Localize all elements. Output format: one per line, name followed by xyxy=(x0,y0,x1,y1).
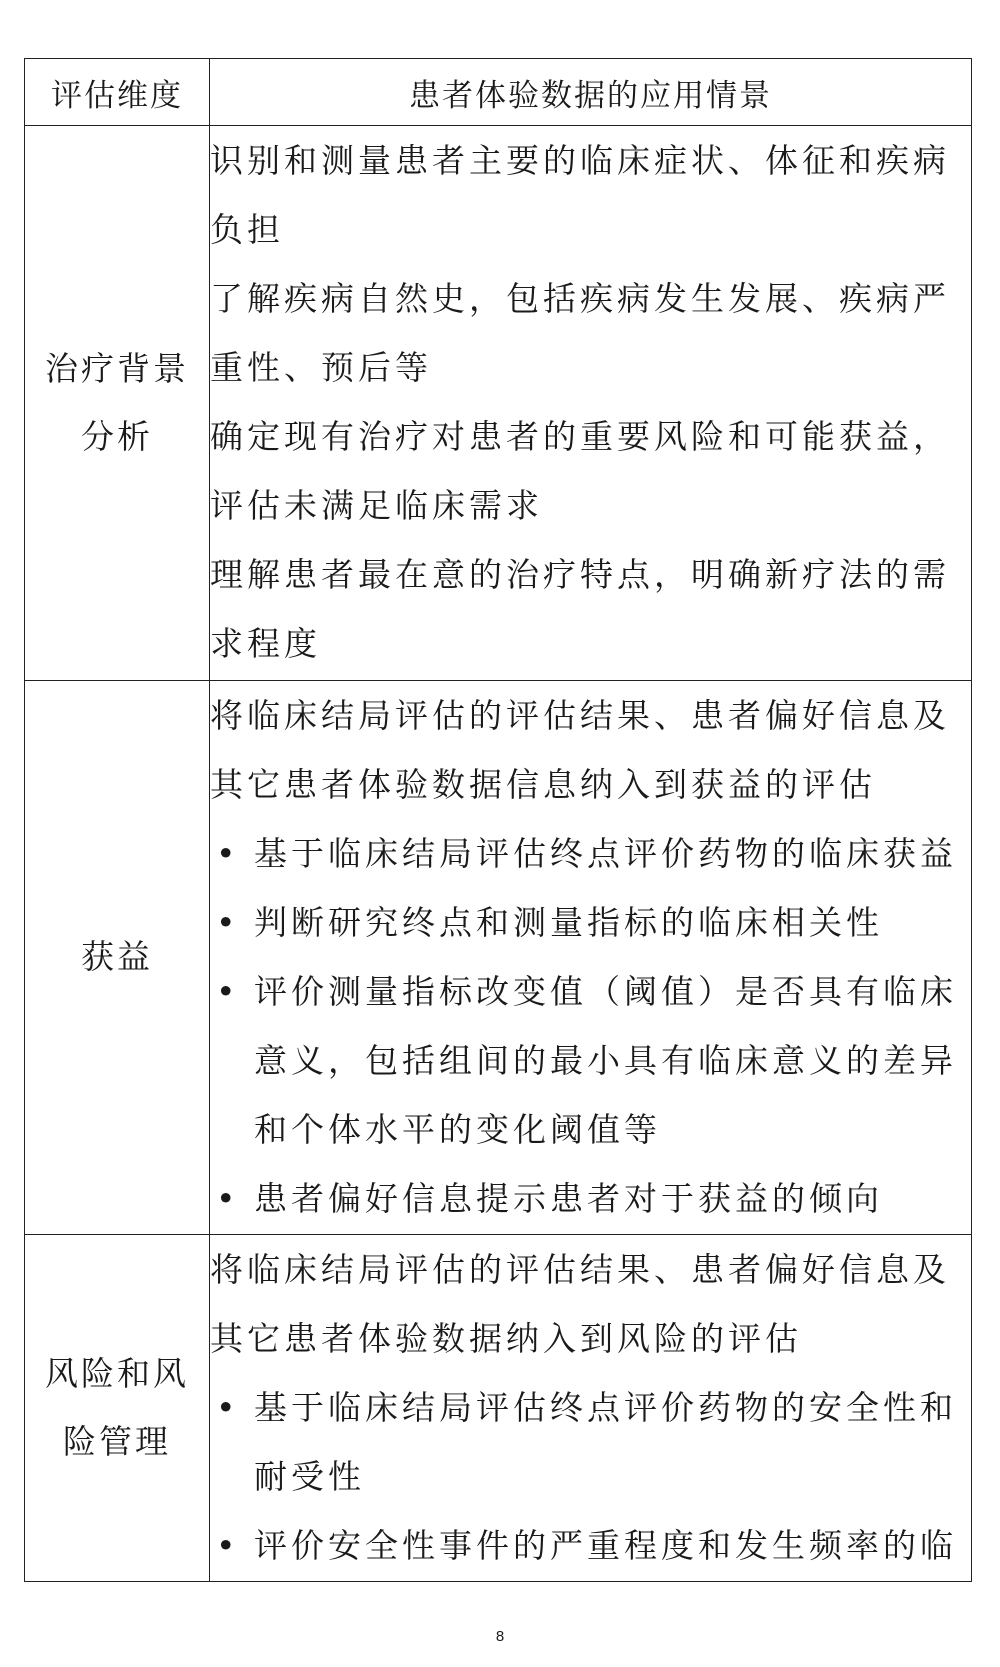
table-row-treatment-background xyxy=(25,126,972,681)
dimension-line: 治疗背景 xyxy=(45,348,189,388)
bullet-item xyxy=(210,1373,971,1511)
bullet-icon: • xyxy=(216,902,240,942)
bullet-icon: • xyxy=(216,971,240,1011)
bullet-text: 评价测量指标改变值（阈值）是否具有临床意义，包括组间的最小具有临床意义的差异和个体水平的变化阈值等 xyxy=(254,971,957,1149)
bullet-item xyxy=(210,888,971,957)
dimension-cell xyxy=(25,680,210,1235)
dimension-line: 获益 xyxy=(81,937,153,977)
bullet-icon: • xyxy=(216,1526,240,1566)
scenario-paragraph: 识别和测量患者主要的临床症状、体征和疾病负担 xyxy=(210,141,950,249)
bullet-list xyxy=(210,819,971,1233)
dimension-line: 风险和风 xyxy=(45,1354,189,1394)
dimension-cell xyxy=(25,1235,210,1582)
bullet-text: 患者偏好信息提示患者对于获益的倾向 xyxy=(254,1178,883,1218)
bullet-item xyxy=(210,1511,971,1580)
scenario-paragraph: 确定现有治疗对患者的重要风险和可能获益，评估未满足临床需求 xyxy=(210,417,950,525)
bullet-list xyxy=(210,1373,971,1580)
bullet-item xyxy=(210,957,971,1164)
bullet-text: 判断研究终点和测量指标的临床相关性 xyxy=(254,902,883,942)
bullet-item xyxy=(210,1164,971,1233)
header-dimension: 评估维度 xyxy=(25,59,210,126)
dimension-line: 险管理 xyxy=(63,1422,171,1462)
bullet-text: 基于临床结局评估终点评价药物的安全性和耐受性 xyxy=(254,1388,957,1497)
page-number: 8 xyxy=(495,1628,505,1645)
scenario-paragraph: 将临床结局评估的评估结果、患者偏好信息及其它患者体验数据信息纳入到获益的评估 xyxy=(210,695,950,804)
scenario-paragraph: 将临床结局评估的评估结果、患者偏好信息及其它患者体验数据纳入到风险的评估 xyxy=(210,1250,950,1359)
table-header-row xyxy=(25,59,972,126)
bullet-text: 评价安全性事件的严重程度和发生频率的临 xyxy=(254,1526,957,1566)
scenario-cell xyxy=(210,680,972,1235)
bullet-icon: • xyxy=(216,1178,240,1218)
scenario-paragraph: 理解患者最在意的治疗特点，明确新疗法的需求程度 xyxy=(210,555,950,663)
table-row-benefit xyxy=(25,680,972,1235)
scenario-table xyxy=(24,58,972,1582)
header-scenario: 患者体验数据的应用情景 xyxy=(210,59,972,126)
scenario-cell xyxy=(210,126,972,681)
table-row-risk-management xyxy=(25,1235,972,1582)
bullet-text: 基于临床结局评估终点评价药物的临床获益 xyxy=(254,833,957,873)
dimension-line: 分析 xyxy=(81,416,153,456)
scenario-paragraph: 了解疾病自然史，包括疾病发生发展、疾病严重性、预后等 xyxy=(210,279,950,387)
scenario-cell xyxy=(210,1235,972,1582)
bullet-icon: • xyxy=(216,1388,240,1428)
bullet-icon: • xyxy=(216,833,240,873)
bullet-item xyxy=(210,819,971,888)
dimension-cell xyxy=(25,126,210,681)
